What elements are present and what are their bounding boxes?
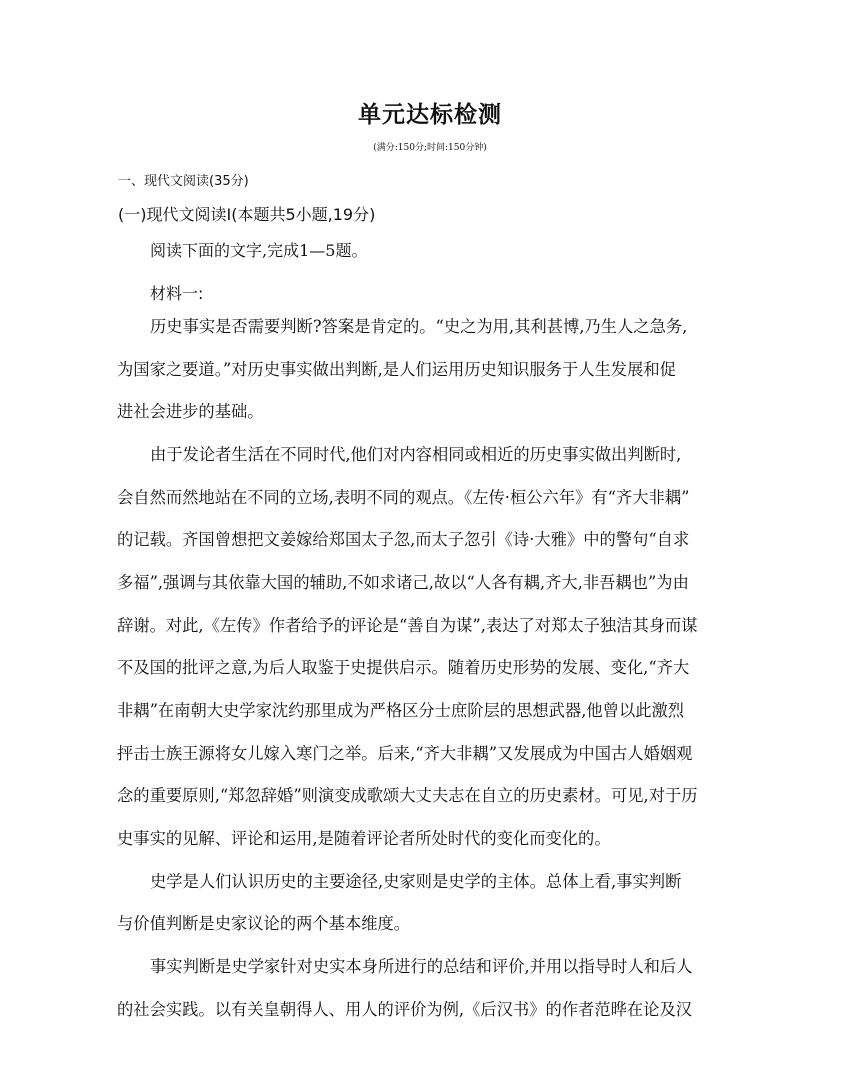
text-line: 为国家之要道。”对历史事实做出判断,是人们运用历史知识服务于人生发展和促 xyxy=(117,360,676,379)
text-line: 的记载。齐国曾想把文姜嫁给郑国太子忽,而太子忽引《诗·大雅》中的警句“自求 xyxy=(117,530,690,549)
text-line: 多福”,强调与其依靠大国的辅助,不如求诸己,故以“人各有耦,齐大,非吾耦也”为由 xyxy=(117,573,689,592)
text-line: 会自然而然地站在不同的立场,表明不同的观点。《左传·桓公六年》有“齐大非耦” xyxy=(117,488,690,507)
text-line: 不及国的批评之意,为后人取鉴于史提供启示。随着历史形势的发展、变化,“齐大 xyxy=(117,658,690,677)
text-line: 史事实的见解、评论和运用,是随着评论者所处时代的变化而变化的。 xyxy=(117,829,611,848)
subsection-heading: (一)现代文阅读Ⅰ(本题共5小题,19分) xyxy=(118,205,376,224)
text-line: 与价值判断是史家议论的两个基本维度。 xyxy=(117,914,411,933)
text-line: 史学是人们认识历史的主要途径,史家则是史学的主体。总体上看,事实判断 xyxy=(150,872,682,891)
text-line: 的社会实践。以有关皇朝得人、用人的评价为例,《后汉书》的作者范晔在论及汉 xyxy=(117,1000,693,1019)
material-label: 材料一: xyxy=(150,284,204,303)
text-line: 事实判断是史学家针对史实本身所进行的总结和评价,并用以指导时人和后人 xyxy=(150,957,693,976)
section-heading: 一、现代文阅读(35分) xyxy=(118,174,249,189)
reading-instruction: 阅读下面的文字,完成1—5题。 xyxy=(150,241,368,260)
score-time-note: (满分:150分;时间:150分钟) xyxy=(373,143,487,153)
text-line: 进社会进步的基础。 xyxy=(117,402,264,421)
page-title: 单元达标检测 xyxy=(358,102,502,128)
text-line: 念的重要原则,“郑忽辞婚”则演变成歌颂大丈夫志在自立的历史素材。可见,对于历 xyxy=(117,786,698,805)
text-line: 抨击士族王源将女儿嫁入寒门之举。后来,“齐大非耦”又发展成为中国古人婚姻观 xyxy=(117,744,693,763)
text-line: 非耦”在南朝大史学家沈约那里成为严格区分士庶阶层的思想武器,他曾以此激烈 xyxy=(117,701,685,720)
text-line: 辞谢。对此,《左传》作者给予的评论是“善自为谋”,表达了对郑太子独洁其身而谋 xyxy=(117,616,698,635)
text-line: 历史事实是否需要判断?答案是肯定的。“史之为用,其利甚博,乃生人之急务, xyxy=(150,317,688,336)
text-line: 由于发论者生活在不同时代,他们对内容相同或相近的历史事实做出判断时, xyxy=(150,445,682,464)
